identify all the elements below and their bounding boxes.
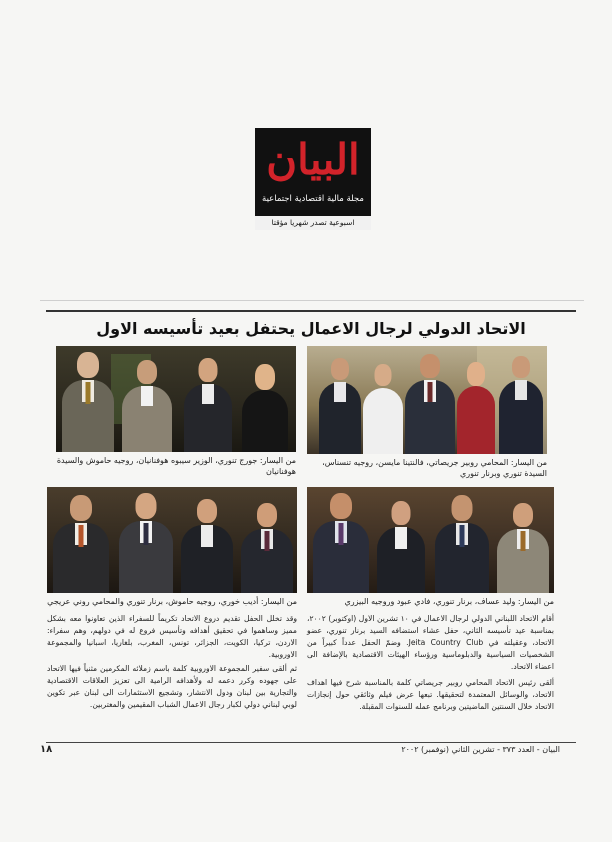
article-paragraph: وقد تخلل الحفل تقديم دروع الاتحاد تكريماً للسفراء الذين تعاونوا معه بشكل مميز وساهموا في تحقيق أهدافه وتأسيس فروع له في دولهم، وهم سفراء: الاردن، تركيا، الكويت، الجزائر، تونس، المغرب، بلغاريا، اسبانيا والمجموعة الاوروبية. [47,614,297,659]
article-column-right [307,613,554,713]
masthead-logo [255,128,371,230]
article-paragraph: أقام الاتحاد اللبناني الدولي لرجال الاعمال في ١٠ تشرين الاول (اوكتوبر) ٢٠٠٢، بمناسبة عيد تأسيسه الثاني، حفل عشاء استضافه السيد برنار تنوري، عضو الاتحاد، وعقيلته في Jeita Country Club. وضمّ الحفل عدداً كبيراً من الشخصيات السياسية والدبلوماسية ورؤساء الهيئات الاقتصادية بالإضافة الى اعضاء الاتحاد. [307,614,554,671]
photo-1-caption: من اليسار: المحامي روبير جريصاتي، فالنتينا مايسن، روجيه تنسناس، السيدة تنوري وبرنار تنوري [322,458,547,478]
photo-2-caption: من اليسار: جورج تنوري، الوزير سيبوه هوفنانيان، روجيه حاموش والسيدة هوفنانيان [56,456,296,476]
photo-4-caption: من اليسار: أديب خوري، روجيه حاموش، برنار تنوري والمحامي روني عريجي [47,597,297,606]
photo-3-caption: من اليسار: وليد عساف، برنار تنوري، فادي عبود وروجيه البيزري [344,597,554,606]
masthead-subtitle: مجلة مالية اقتصادية اجتماعية [262,194,364,204]
footer-rule [46,742,576,743]
article-column-left [47,613,297,711]
scan-edge-line [40,300,584,301]
photo-1 [307,346,547,454]
issue-footer: البيان - العدد ٣٧٣ - تشرين الثاني (نوفمبر) ٢٠٠٢ [401,745,560,754]
masthead-title: البيان [266,135,360,184]
masthead-frequency: اسبوعية تصدر شهريا مؤقتا [255,216,371,230]
photo-3 [307,487,554,593]
headline-rule [46,310,576,312]
article-paragraph: ألقى رئيس الاتحاد المحامي روبير جريصاتي كلمة بالمناسبة شرح فيها اهداف الاتحاد، والوسائل المعتمدة لتحقيقها. تبعها عرض فيلم وثائقي حول إنجازات الاتحاد خلال السنتين الماضيتين وبرنامج عمله للسنوات المقبلة. [307,678,554,711]
article-headline: الاتحاد الدولي لرجال الاعمال يحتفل بعيد تأسيسه الاول [96,319,526,338]
page-number: ١٨ [40,744,53,755]
photo-4 [47,487,297,593]
photo-2 [56,346,296,452]
article-paragraph: ثم ألقى سفير المجموعة الاوروبية كلمة باسم زملائه المكرمين مثنياً فيها الاتحاد على جهوده وكرر دعمه له ولأهدافه الرامية الى تعزيز العلاقات الاقتصادية والتجارية بين لبنان ودول الانتشار، وتشجيع الاستثمارات الى لبنان عبر تكوين لوبي لبناني دولي لكبار رجال الاعمال الشباب المقيمين والمغتربين. [47,664,297,709]
